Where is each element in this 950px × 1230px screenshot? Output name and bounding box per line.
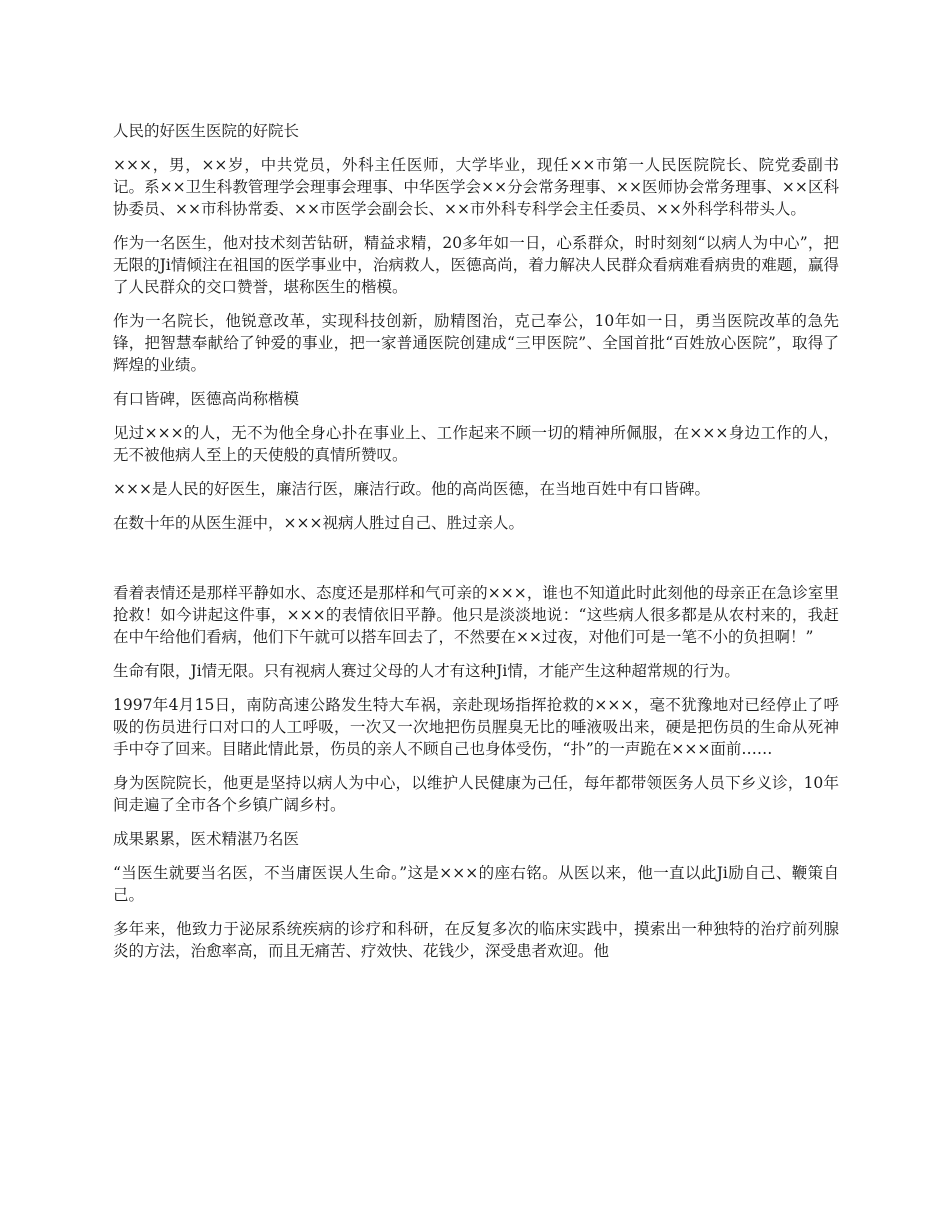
body-paragraph: 1997年4月15日，南防高速公路发生特大车祸，亲赴现场指挥抢救的×××，毫不犹豫地对已经停止了呼吸的伤员进行口对口的人工呼吸，一次又一次地把伤员腥臭无比的唾液吸出来，硬是把伤员的生命从死神手中夺了回来。目睹此情此景，伤员的亲人不顾自己也身体受伤，“扑”的一声跪在×××面前…… [113,696,839,758]
body-paragraph: 看着表情还是那样平静如水、态度还是那样和气可亲的×××，谁也不知道此时此刻他的母亲正在急诊室里抢救！如今讲起这件事，×××的表情依旧平静。他只是淡淡地说：“这些病人很多都是从农村来的，我赶在中午给他们看病，他们下午就可以搭车回去了，不然要在××过夜，对他们可是一笔不小的负担啊！” [113,584,839,646]
body-paragraph: 见过×××的人，无不为他全身心扑在事业上、工作起来不顾一切的精神所佩服，在×××身边工作的人，无不被他病人至上的天使般的真情所赞叹。 [113,424,839,464]
document-page [113,120,839,974]
body-paragraph: ×××，男，××岁，中共党员，外科主任医师，大学毕业，现任××市第一人民医院院长、院党委副书记。系××卫生科教管理学会理事会理事、中华医学会××分会常务理事、××医师协会常务理事、××区科协委员、××市科协常委、××市医学会副会长、××市外科专科学会主任委员、××外科学科带头人。 [113,156,839,218]
body-paragraph: 多年来，他致力于泌尿系统疾病的诊疗和科研，在反复多次的临床实践中，摸索出一种独特的治疗前列腺炎的方法，治愈率高，而且无痛苦、疗效快、花钱少，深受患者欢迎。他 [113,920,839,960]
body-paragraph: 生命有限，Ji情无限。只有视病人赛过父母的人才有这种Ji情，才能产生这种超常规的行为。 [113,662,740,680]
section-heading: 成果累累，医术精湛乃名医 [113,830,300,848]
section-heading: 有口皆碑，医德高尚称楷模 [113,390,300,408]
body-paragraph: “当医生就要当名医，不当庸医误人生命。”这是×××的座右铭。从医以来，他一直以此Ji励自己、鞭策自己。 [113,864,839,904]
body-paragraph: 在数十年的从医生涯中，×××视病人胜过自己、胜过亲人。 [113,514,524,532]
body-paragraph: ×××是人民的好医生，廉洁行医，廉洁行政。他的高尚医德，在当地百姓中有口皆碑。 [113,480,710,498]
body-paragraph: 作为一名院长，他锐意改革，实现科技创新，励精图治，克己奉公，10年如一日，勇当医院改革的急先锋，把智慧奉献给了钟爱的事业，把一家普通医院创建成“三甲医院”、全国首批“百姓放心医院”，取得了辉煌的业绩。 [113,312,839,374]
body-paragraph: 作为一名医生，他对技术刻苦钻研，精益求精，20多年如一日，心系群众，时时刻刻“以病人为中心”，把无限的Ji情倾注在祖国的医学事业中，治病救人，医德高尚，着力解决人民群众看病难看病贵的难题，赢得了人民群众的交口赞誉，堪称医生的楷模。 [113,234,839,296]
body-paragraph: 身为医院院长，他更是坚持以病人为中心，以维护人民健康为己任，每年都带领医务人员下乡义诊，10年间走遍了全市各个乡镇广阔乡村。 [113,774,839,814]
section-title: 人民的好医生医院的好院长 [113,122,300,140]
section-spacer [113,546,839,582]
